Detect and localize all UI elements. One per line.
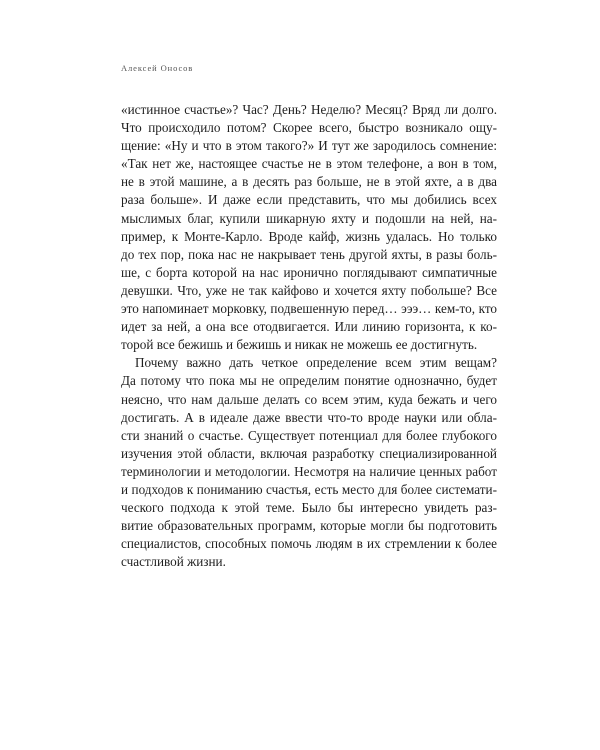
body-text (121, 101, 497, 571)
paragraph-1 (121, 101, 497, 354)
text-line: неясно, что нам дальше делать со всем этим, куда бежать и чего (121, 391, 497, 407)
text-line: изучения этой области, включая разработку специализированной (121, 445, 497, 461)
text-line: терминологии и методологии. Несмотря на наличие ценных работ (121, 463, 497, 479)
text-line: щение: «Ну и что в этом такого?» И тут же зародилось сомнение: (121, 138, 497, 154)
text-line: и подходов к пониманию счастья, есть место для более системати- (121, 481, 497, 497)
text-line: до тех пор, пока нас не накрывает тень другой яхты, в разы боль- (121, 246, 497, 262)
text-line: Да потому что пока мы не определим понятие однозначно, будет (121, 373, 497, 389)
text-line: Что происходило потом? Скорее всего, быстро возникало ощу- (121, 120, 497, 136)
text-line: торой все бежишь и бежишь и никак не можешь ее достигнуть. (121, 337, 478, 353)
text-line: счастливой жизни. (121, 554, 226, 570)
text-line: «истинное счастье»? Час? День? Неделю? Месяц? Вряд ли долго. (121, 102, 497, 117)
text-line: ческого подхода к этой теме. Было бы интересно увидеть раз- (121, 500, 497, 516)
text-line: пример, к Монте-Карло. Вроде кайф, жизнь удалась. Но только (121, 228, 497, 244)
text-line: витие образовательных программ, которые могли бы подготовить (121, 518, 497, 534)
text-line: специалистов, способных помочь людям в их стремлении к более (121, 536, 497, 552)
text-line: идет за ней, а она все отодвигается. Или линию горизонта, к ко- (121, 319, 497, 335)
text-line: раза больше». И даже если представить, что мы добились всех (121, 192, 497, 208)
running-head-author: Алексей Оносов (121, 63, 194, 73)
text-line: девушки. Что, уже не так кайфово и хочется яхту побольше? Все (121, 282, 497, 298)
paragraph-2 (121, 354, 497, 571)
text-line: Почему важно дать четкое определение всем этим вещам? (135, 355, 497, 371)
text-line: сти знаний о счастье. Существует потенциал для более глубокого (121, 427, 497, 443)
text-line: «Так нет же, настоящее счастье не в этом телефоне, а вон в том, (121, 156, 497, 172)
text-line: не в этой машине, а в десять раз больше, не в этой яхте, а в два (121, 174, 497, 190)
text-line: это напоминает морковку, подвешенную перед… эээ… кем-то, кто (121, 301, 497, 317)
text-line: достигать. А в идеале даже ввести что-то вроде науки или обла- (121, 409, 497, 425)
text-line: мыслимых благ, купили шикарную яхту и подошли на ней, на- (121, 210, 497, 226)
text-line: ше, с борта которой на нас иронично поглядывают симпатичные (121, 264, 497, 280)
